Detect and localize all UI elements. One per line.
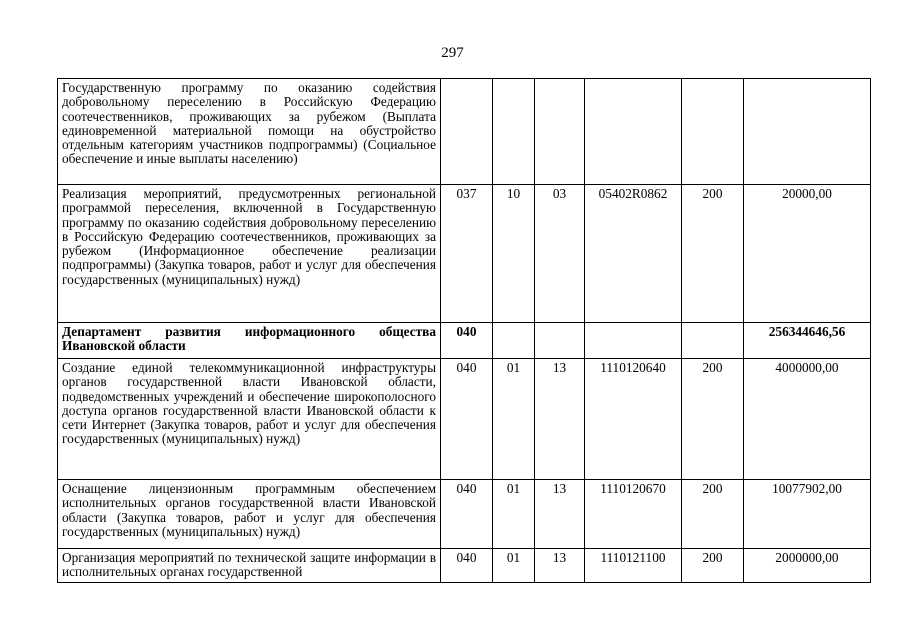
ministry-code: 040	[441, 323, 493, 359]
target-article-code	[585, 323, 682, 359]
row-description: Организация мероприятий по технической защите информации в исполнительных органах государственной	[58, 549, 441, 583]
ministry-code: 040	[441, 359, 493, 480]
subsection-code: 13	[535, 359, 585, 480]
amount-value: 4000000,00	[744, 359, 871, 480]
subsection-code: 03	[535, 185, 585, 323]
section-code: 01	[493, 480, 535, 549]
target-article-code: 1110120640	[585, 359, 682, 480]
ministry-code: 040	[441, 480, 493, 549]
target-article-code	[585, 79, 682, 185]
table-row	[58, 480, 871, 549]
amount-value: 20000,00	[744, 185, 871, 323]
expense-type-code: 200	[682, 359, 744, 480]
expense-type-code	[682, 79, 744, 185]
amount-value	[744, 79, 871, 185]
target-article-code: 05402R0862	[585, 185, 682, 323]
section-code: 01	[493, 359, 535, 480]
table-row	[58, 79, 871, 185]
amount-value: 256344646,56	[744, 323, 871, 359]
expense-type-code: 200	[682, 185, 744, 323]
row-description: Государственную программу по оказанию содействия добровольному переселению в Российскую Федерацию соотечественников, проживающих за рубежом (Выплата единовременной материальной помощи на обустройство отдельным категориям участников подпрограммы) (Социальное обеспечение и иные выплаты населению)	[58, 79, 441, 185]
amount-value: 2000000,00	[744, 549, 871, 583]
expense-type-code	[682, 323, 744, 359]
target-article-code: 1110121100	[585, 549, 682, 583]
budget-table	[57, 78, 871, 583]
page-number: 297	[441, 45, 464, 61]
target-article-code: 1110120670	[585, 480, 682, 549]
ministry-code: 040	[441, 549, 493, 583]
ministry-code	[441, 79, 493, 185]
amount-value: 10077902,00	[744, 480, 871, 549]
row-description: Департамент развития информационного общества Ивановской области	[58, 323, 441, 359]
section-code	[493, 323, 535, 359]
row-description: Создание единой телекоммуникационной инфраструктуры органов государственной власти Ивановской области, подведомственных учреждений и обеспечение широкополосного доступа органов государственной власти Ивановской области к сети Интернет (Закупка товаров, работ и услуг для обеспечения государственных (муниципальных) нужд)	[58, 359, 441, 480]
department-row	[58, 323, 871, 359]
table-row	[58, 549, 871, 583]
section-code: 01	[493, 549, 535, 583]
expense-type-code: 200	[682, 480, 744, 549]
expense-type-code: 200	[682, 549, 744, 583]
table-row	[58, 359, 871, 480]
subsection-code: 13	[535, 480, 585, 549]
row-description: Оснащение лицензионным программным обеспечением исполнительных органов государственной власти Ивановской области (Закупка товаров, работ и услуг для обеспечения государственных (муниципальных) нужд)	[58, 480, 441, 549]
section-code: 10	[493, 185, 535, 323]
subsection-code	[535, 323, 585, 359]
row-description: Реализация мероприятий, предусмотренных региональной программой переселения, включенной в Государственную программу по оказанию содействия добровольному переселению в Российскую Федерацию соотечественников, проживающих за рубежом (Информационное обеспечение реализации подпрограммы) (Закупка товаров, работ и услуг для обеспечения государственных (муниципальных) нужд)	[58, 185, 441, 323]
section-code	[493, 79, 535, 185]
ministry-code: 037	[441, 185, 493, 323]
subsection-code	[535, 79, 585, 185]
table-row	[58, 185, 871, 323]
subsection-code: 13	[535, 549, 585, 583]
budget-table-body	[58, 79, 871, 583]
